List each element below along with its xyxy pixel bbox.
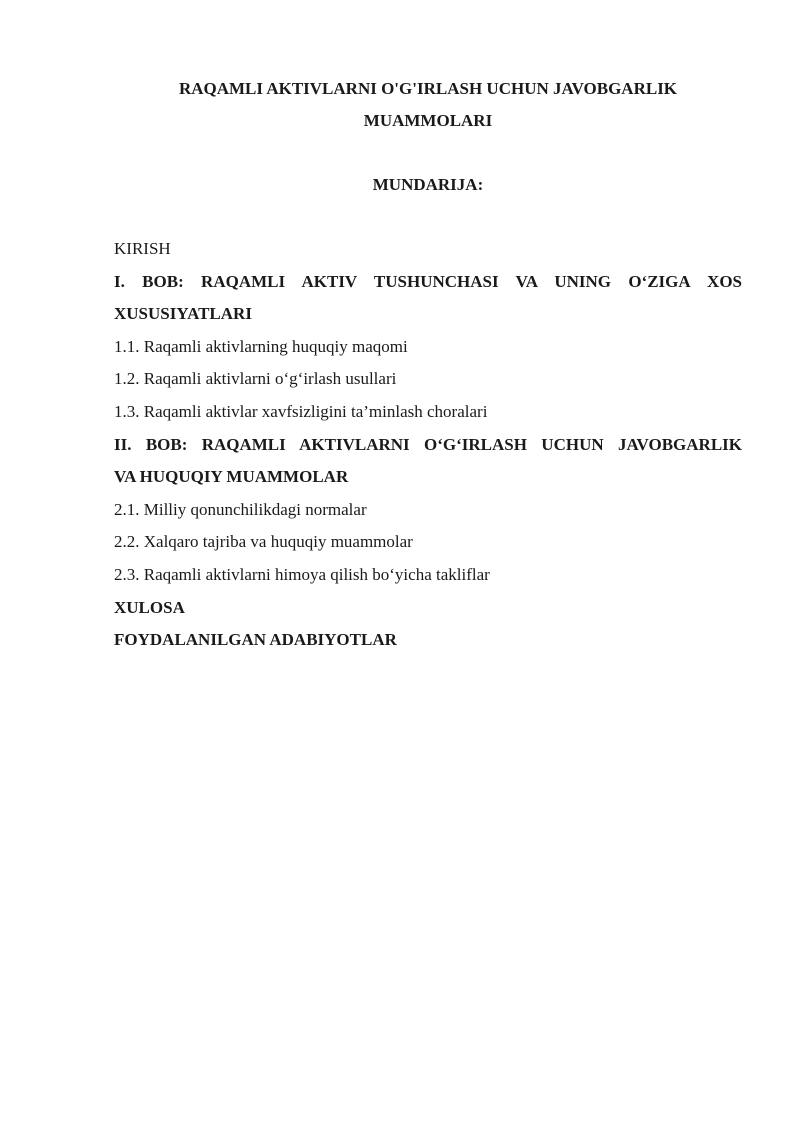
toc-item-section-2-3: 2.3. Raqamli aktivlarni himoya qilish bo‘yicha takliflar	[114, 564, 490, 584]
document-title-line-2: MUAMMOLARI	[363, 111, 493, 130]
toc-chapter-2-line-1: II. BOB: RAQAMLI AKTIVLARNI O‘G‘IRLASH UCHUN JAVOBGARLIK	[114, 434, 742, 454]
toc-item-references: FOYDALANILGAN ADABIYOTLAR	[114, 630, 397, 650]
toc-item-intro: KIRISH	[114, 239, 171, 258]
toc-chapter-1-line-2: XUSUSIYATLARI	[114, 304, 252, 324]
toc-chapter-2-line-2: VA HUQUQIY MUAMMOLAR	[114, 467, 349, 487]
table-of-contents	[114, 233, 742, 657]
toc-item-section-2-1: 2.1. Milliy qonunchilikdagi normalar	[114, 499, 367, 519]
toc-item-conclusion: XULOSA	[114, 597, 185, 617]
toc-heading: MUNDARIJA:	[372, 175, 484, 194]
toc-item-chapter-2	[114, 429, 742, 494]
toc-item-section-1-3: 1.3. Raqamli aktivlar xavfsizligini ta’minlash choralari	[114, 401, 488, 421]
document-title	[114, 73, 742, 137]
toc-chapter-1-line-1: I. BOB: RAQAMLI AKTIV TUSHUNCHASI VA UNING O‘ZIGA XOS	[114, 271, 742, 291]
document-title-line-1: RAQAMLI AKTIVLARNI O'G'IRLASH UCHUN JAVOBGARLIK	[178, 79, 678, 98]
toc-item-section-1-1: 1.1. Raqamli aktivlarning huquqiy maqomi	[114, 336, 408, 356]
toc-item-section-1-2: 1.2. Raqamli aktivlarni o‘g‘irlash usullari	[114, 369, 397, 389]
toc-item-chapter-1	[114, 266, 742, 331]
toc-item-section-2-2: 2.2. Xalqaro tajriba va huquqiy muammolar	[114, 532, 413, 552]
